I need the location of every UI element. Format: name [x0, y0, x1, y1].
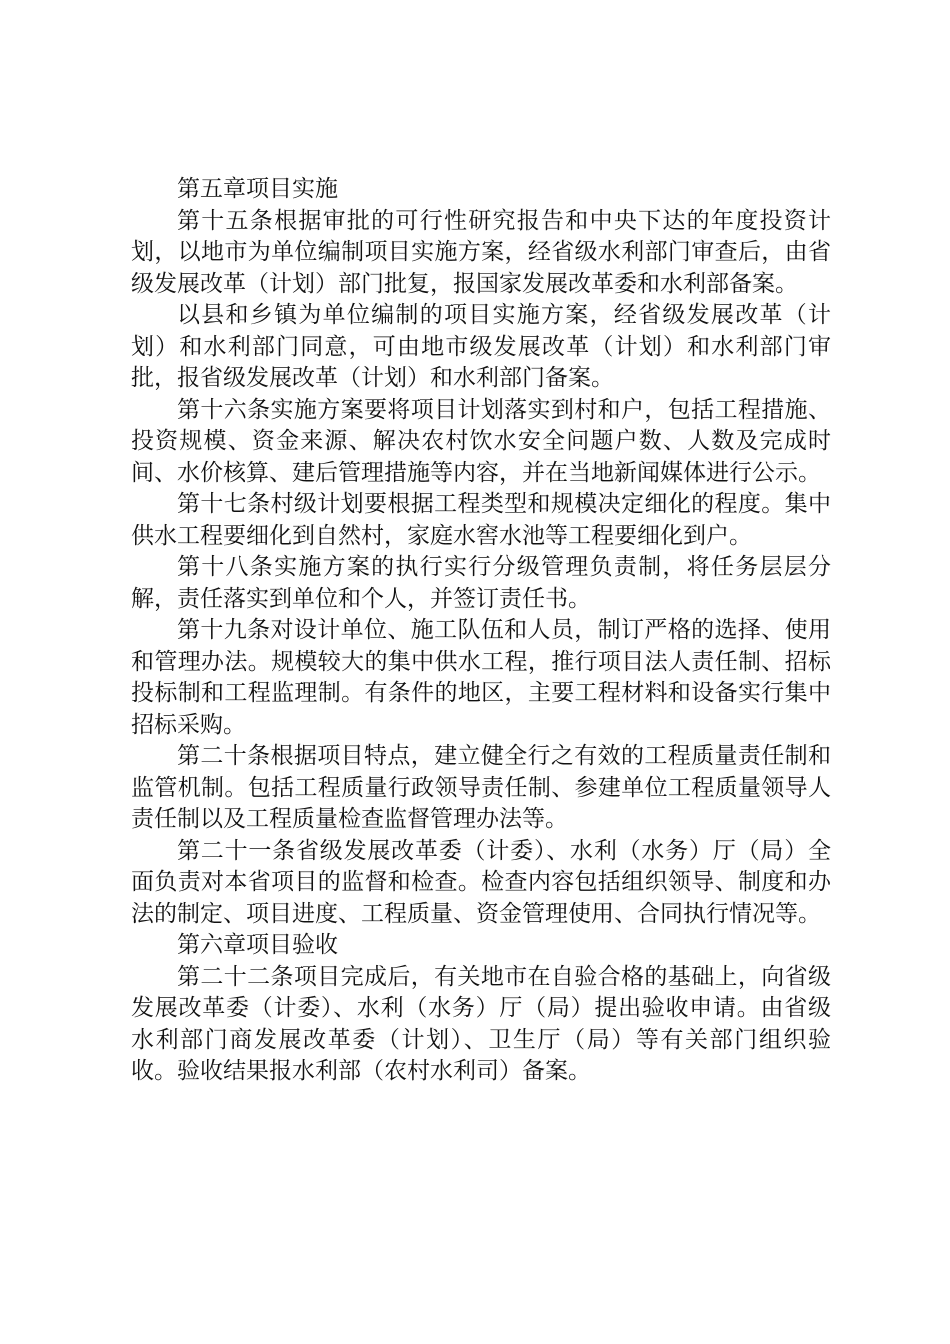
article-15: 第十五条根据审批的可行性研究报告和中央下达的年度投资计划，以地市为单位编制项目实施方案，经省级水利部门审查后，由省级发展改革（计划）部门批复，报国家发展改革委和水利部备案。 — [131, 207, 831, 297]
article-21: 第二十一条省级发展改革委（计委）、水利（水务）厅（局）全面负责对本省项目的监督和检查。检查内容包括组织领导、制度和办法的制定、项目进度、工程质量、资金管理使用、合同执行情况等。 — [131, 837, 831, 927]
article-18: 第十八条实施方案的执行实行分级管理负责制，将任务层层分解，责任落实到单位和个人，并签订责任书。 — [131, 554, 831, 612]
article-19: 第十九条对设计单位、施工队伍和人员，制订严格的选择、使用和管理办法。规模较大的集中供水工程，推行项目法人责任制、招标投标制和工程监理制。有条件的地区，主要工程材料和设备实行集中招标采购。 — [131, 617, 831, 738]
article-17: 第十七条村级计划要根据工程类型和规模决定细化的程度。集中供水工程要细化到自然村，家庭水窖水池等工程要细化到户。 — [131, 491, 831, 549]
article-22: 第二十二条项目完成后，有关地市在自验合格的基础上，向省级发展改革委（计委）、水利（水务）厅（局）提出验收申请。由省级水利部门商发展改革委（计划）、卫生厅（局）等有关部门组织验收。验收结果报水利部（农村水利司）备案。 — [131, 963, 831, 1084]
document-body — [131, 174, 831, 1088]
article-20: 第二十条根据项目特点，建立健全行之有效的工程质量责任制和监管机制。包括工程质量行政领导责任制、参建单位工程质量领导人责任制以及工程质量检查监督管理办法等。 — [131, 743, 831, 832]
article-15-para-2: 以县和乡镇为单位编制的项目实施方案，经省级发展改革（计划）和水利部门同意，可由地市级发展改革（计划）和水利部门审批，报省级发展改革（计划）和水利部门备案。 — [131, 302, 831, 391]
chapter-heading-5: 第五章项目实施 — [177, 176, 338, 202]
article-16: 第十六条实施方案要将项目计划落实到村和户，包括工程措施、投资规模、资金来源、解决农村饮水安全问题户数、人数及完成时间、水价核算、建后管理措施等内容，并在当地新闻媒体进行公示。 — [131, 396, 831, 486]
chapter-heading-6: 第六章项目验收 — [177, 932, 338, 958]
